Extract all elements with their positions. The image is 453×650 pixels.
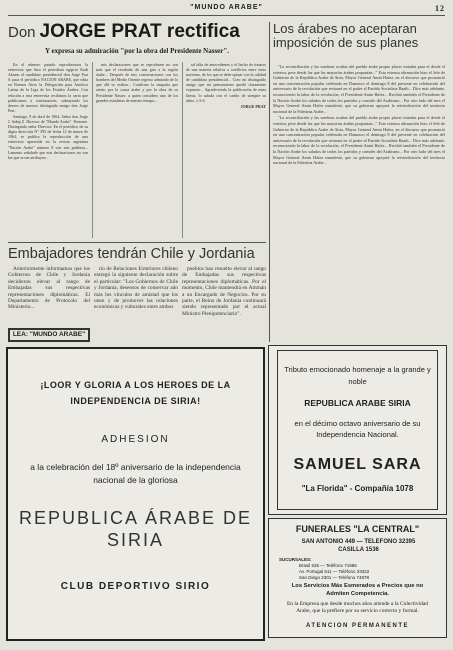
prat-signature: JORGE PRAT [240,103,266,109]
column-divider [182,62,183,238]
ad-sara-store: "La Florida" - Compañía 1078 [301,484,414,493]
masthead: "MUNDO ARABE" [190,4,263,11]
ad-gloria-adhesion: ADHESION [101,434,170,445]
ad-funerales-slogan: Los Servicios Más Esmerados a Precios que no Admiten Competencia. [291,583,424,597]
prat-title: JORGE PRAT rectifica [39,22,240,42]
club-deportivo-sirio-ad [6,347,265,641]
header-rule [8,15,445,16]
ad-funerales-title: FUNERALES "LA CENTRAL" [295,524,420,534]
lea-mundo-arabe-ad: LEA: "MUNDO ARABE" [8,328,90,342]
arabes-body-text-cont: "La reconciliación y las sombras ocultas del pueblo árabe propio placer tratadas para el desde el exterior, pese desde las que las mayorías árabes proponían..." Esta extensa afirmación hizo el Jefe de Gobierno de la República Arabe de Siria, Mayor General Amin Hafez, en el discurso que pronunció en una concentración popular celebrada en Damasco el domingo 8 del presente en celebración del aniversario de la revolución que restauró en el poder al Partido Socialista Baath... Dice más adelante, reconociendo la labor de la revolución, el Presidente Amin Hafez... Recibió también el Presidente de la Nación Arabe los saludos de todos los partidos y comités del Arabismo... Por otro lado del mes el Mayor General Amin Hafez manifestó, que su gobierno apoyará la reivindicación del territorio nacional de la Palestina Arabe... [273,115,445,166]
page-number: 12 [435,4,445,13]
prat-column-2 [96,62,178,238]
ad-sara-intro: Tributo emocionado homenaje a la grande y noble [284,365,431,386]
ad-sara-republic: REPUBLICA ARABE SIRIA [304,398,411,408]
prat-col1b-text: Santiago, 9 de abril de 1964. Señor don Jorge J. Sabaj Z. Director de "Mundo Arabe". Presente. Distinguido señor Director: En el periódico de su digna dirección N° 395 de fecha 12 de marzo de 1964, se publica la reproducción de una entrevista aparecida en la revista argentina "Nación Arabe" número 8 con mis palabras... Lamento señalarle que mis declaraciones no son las que se me atribuyen... [8,113,88,160]
prat-subtitle: Y expresa su admiración "por la obra del Presidente Nasser". [44,47,230,55]
prat-column-1 [8,62,88,238]
arabes-title: Los árabes no aceptaran imposición de sus planes [273,22,419,50]
branch-item: Av. Portugal 611 — Teléfono 33322 [299,568,370,574]
samuel-sara-ad [268,345,447,515]
ad-funerales-footer: ATENCION PERMANENTE [305,623,410,629]
section-rule [8,242,266,243]
embajadores-column-1 [8,266,90,326]
ad-funerales-address: SAN ANTONIO 449 — TELEFONO 32395 [301,539,416,545]
embajadores-col3-text: pueblos han resuelto elevar al rango de Embajadas sus respectivas representaciones diplomáticas. Por el momento, Chile mantendrá en Ammán a un Encargado de Negocios. Por su parte, el Reino de Jordania continuará siendo representado por el actual Ministro Plenipotenciario". [182,266,266,317]
funerales-la-central-ad [268,518,447,638]
ad-funerales-body: En la Empresa que desde muchos años atiende a la Colectividad Arabe, que la prefiere por su servicio correcto y formal. [286,601,429,614]
prat-title-prefix: Don [8,24,36,41]
embajadores-title: Embajadores tendrán Chile y Jordania [8,246,255,262]
ad-funerales-casilla: CASILLA 1536 [338,547,379,553]
branch-item: San Diego 2301 — Teléfono 74878 [299,574,369,580]
ad-funerales-branches [299,563,440,580]
arabes-body [273,64,445,342]
embajadores-col1-text: Anteriormente informamos que los Gobiernos de Chile y Jordania decidieron elevar al rango de Embajadas sus respectivas representaciones diplomáticas. El Departamento de Protocolo del Ministerio... [8,266,90,311]
embajadores-column-2 [94,266,178,342]
ad-funerales-sucursales: SUCURSALES: [279,557,312,562]
ad-gloria-club: CLUB DEPORTIVO SIRIO [60,581,211,592]
prat-col2-text: mis declaraciones que se reproducen no son más que el resultado de una gira a la región árabe... Después de mis conversaciones con los hombres del Medio Oriente regreso admirado de lo que allí se realiza... Confirmo la simpatía que siento por la causa árabe y por la obra de su Presidente Nasser, a quien considero uno de los grandes estadistas de nuestro tiempo... [96,62,178,103]
branch-item: Brasil 535 — Teléfono 71886 [299,563,357,568]
prat-col3-text: tal falta de antecedentes y el hecho de tratarse de una materia relativa a conflictos entre otras naciones, de los que se debe opinar con la calidad de candidato presidencial... Creo mi distinguido amigo que mi pensamiento quedó claramente expuesto... Agradeciendo la publicación de estas líneas, lo saluda con el cariño de siempre su afmo. y S.S. [186,62,266,103]
ad-sara-line: en el décimo octavo aniversario de su Independencia Nacional. [294,419,421,439]
embajadores-col2-text: río de Relaciones Exteriores chileno entregó la siguiente declaración sobre el particular: "Los Gobiernos de Chile y Jordania, deseosos de conservar aún más los vínculos de amistad que los unen y de promover las relaciones económicas y culturales entre ambos [94,266,178,311]
ad-gloria-title: ¡LOOR Y GLORIA A LOS HEROES DE LA INDEPENDENCIA DE SIRIA! [40,380,231,406]
arabes-body-text: "La reconciliación y las sombras ocultas del pueblo árabe propio placer tratadas para el desde el exterior, pese desde las que las mayorías árabes proponían..." Esta extensa afirmación hizo el Jefe de Gobierno de la República Arabe de Siria, Mayor General Amin Hafez, en el discurso que pronunció en una concentración popular celebrada en Damasco el domingo 8 del presente en celebración del aniversario de la revolución que restauró en el poder al Partido Socialista Baath... Dice más adelante, reconociendo la labor de la revolución, el Presidente Amin Hafez... Recibió también el Presidente de la Nación Arabe los saludos de todos los partidos y comités del Arabismo... Por otro lado del mes el Mayor General Amin Hafez manifestó, que su gobierno apoyará la reivindicación del territorio nacional de la Palestina Arabe... [273,64,445,114]
prat-col1-text: En el número pasado reproducimos la entrevista que hizo el periodista egipcio Kadí Aksam al candidato presidencial don Jorge Prat S. para el periódico NACION ARABE, que edita en Buenos Aires la Delegación para América Latina de la Liga de los Estados Árabes. Con relación a esta entrevista recibimos la carta que publicamos a continuación, subrayando los deseos de nuestro distinguido amigo don Jorge Prat: [8,62,88,113]
main-divider [269,22,270,342]
ad-gloria-republic: REPUBLICA ÁRABE DE SIRIA [18,508,253,550]
ad-gloria-line: a la celebración del 18º aniversario de la independencia nacional de la gloriosa [30,462,241,485]
column-divider [92,62,93,238]
embajadores-column-3 [182,266,266,342]
ad-sara-name: SAMUEL SARA [293,456,422,473]
prat-column-3 [186,62,266,238]
